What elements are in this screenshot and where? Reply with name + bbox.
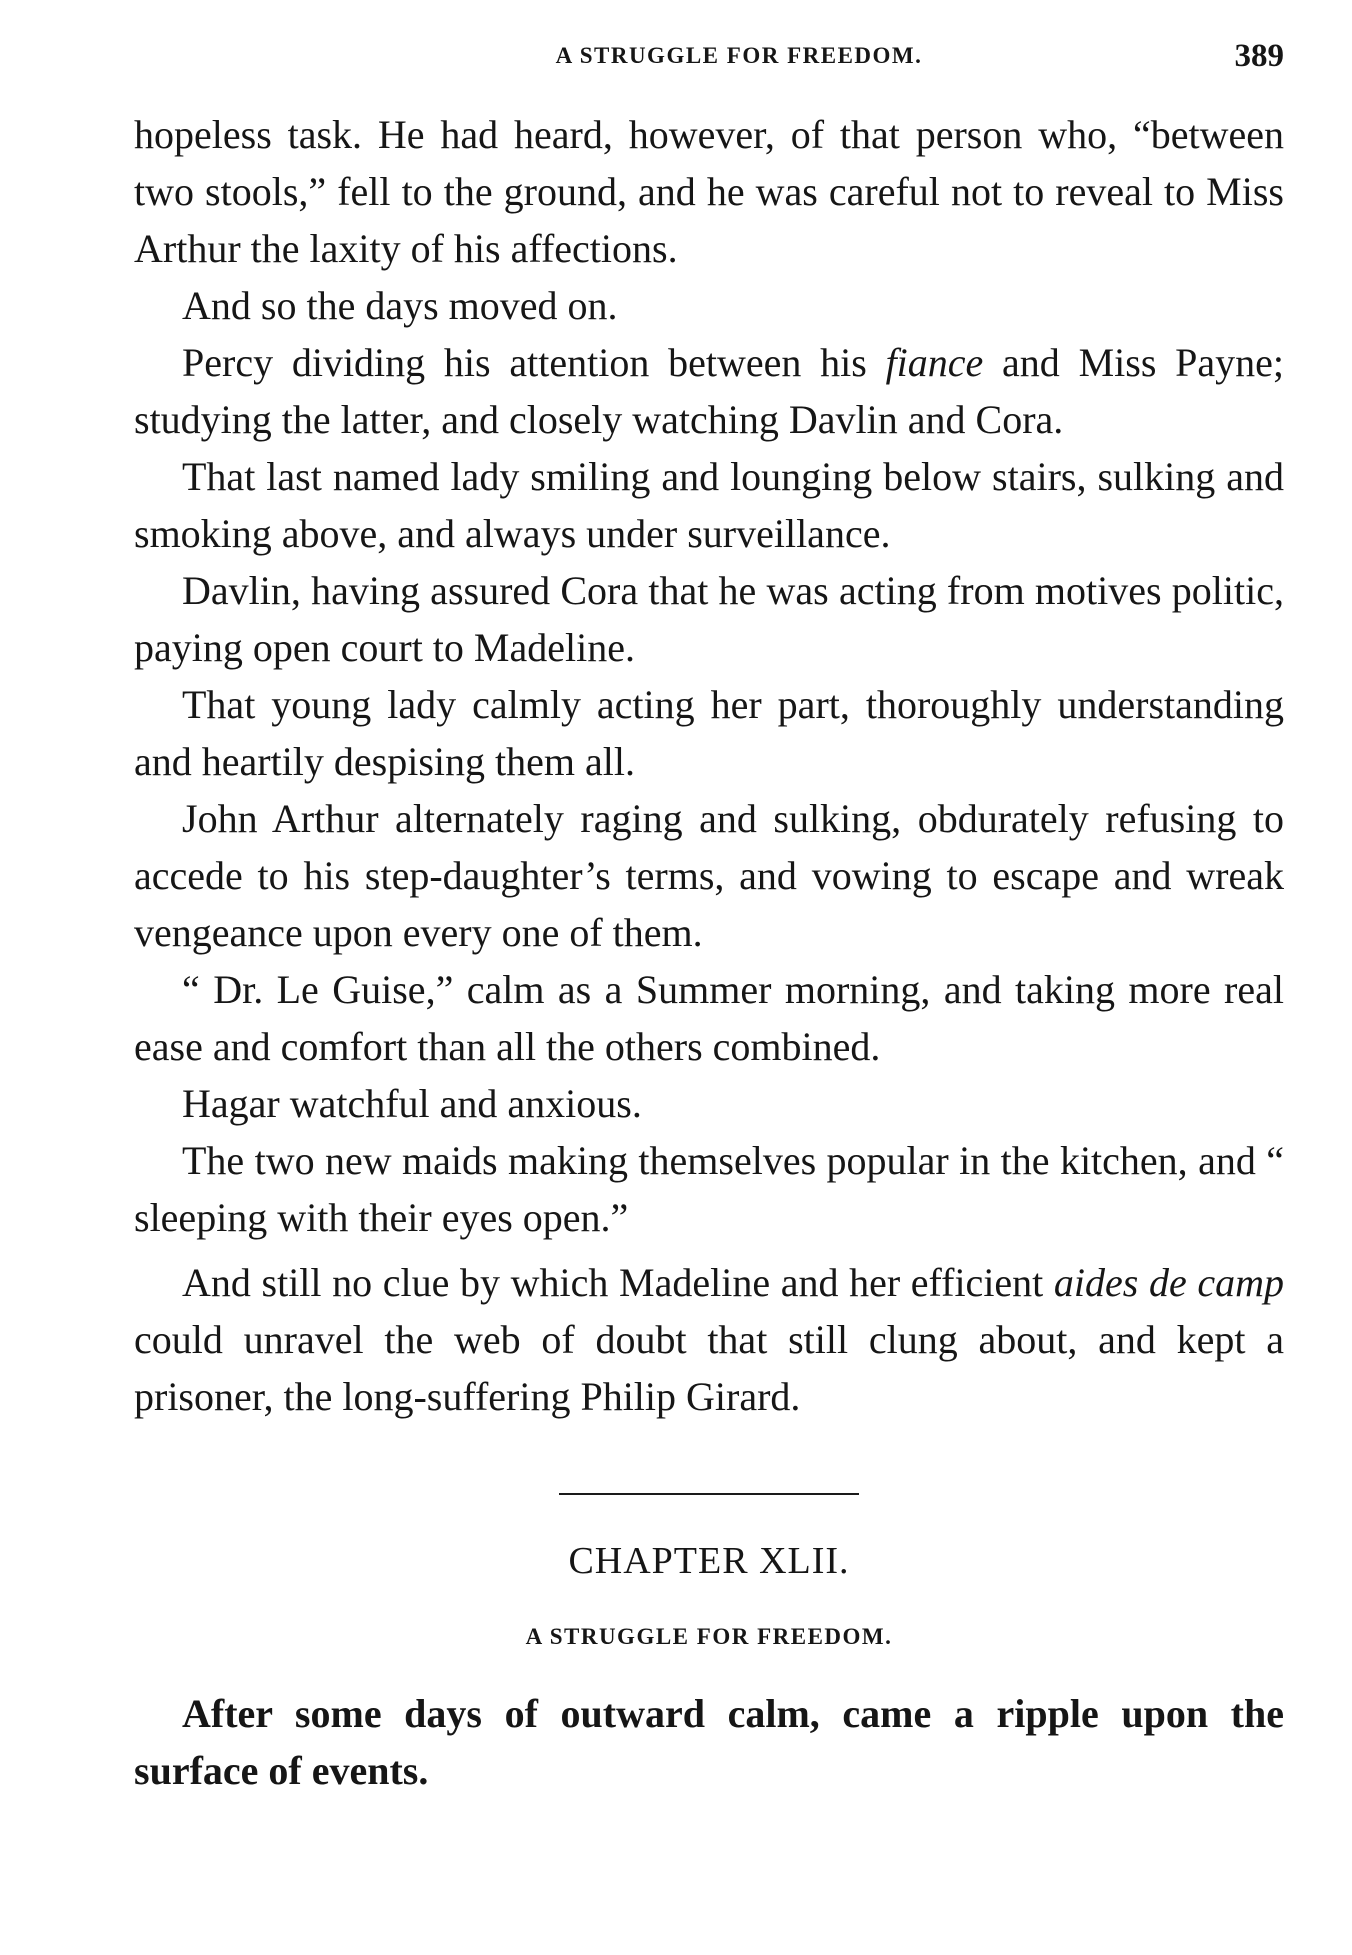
paragraph [134, 562, 1284, 676]
paragraph [134, 448, 1284, 562]
paragraph [134, 1132, 1284, 1246]
text-segment: And so the days moved on. [182, 283, 618, 328]
paragraph [134, 961, 1284, 1075]
paragraph [134, 277, 1284, 334]
text-segment: The two new maids making themselves popular in the kitchen, and “ sleeping with their eyes open.” [134, 1138, 1284, 1240]
text-segment: “ Dr. Le Guise,” calm as a Summer morning, and taking more real ease and comfort than all the others combined. [134, 967, 1284, 1069]
text-segment: and Miss Payne; studying the latter, and closely watching Davlin and Cora. [134, 340, 1285, 442]
italic-text: aides de camp [1053, 1260, 1284, 1305]
paragraph [134, 334, 1284, 448]
text-segment: That young lady calmly acting her part, thoroughly understanding and heartily despising them all. [134, 682, 1284, 784]
text-segment: could unravel the web of doubt that still clung about, and kept a prisoner, the long-suffering Philip Girard. [134, 1317, 1284, 1419]
text-segment: Hagar watchful and anxious. [182, 1081, 642, 1126]
text-segment: Davlin, having assured Cora that he was acting from motives politic, paying open court to Madeline. [134, 568, 1284, 670]
body-text [134, 106, 1284, 1425]
text-segment: hopeless task. He had heard, however, of that person who, “between two stools,” fell to the ground, and he was careful not to reveal to Miss Arthur the laxity of his affections. [134, 112, 1284, 271]
section-divider [559, 1493, 859, 1495]
paragraph [134, 676, 1284, 790]
book-page [134, 30, 1284, 1799]
text-segment: Percy dividing his attention between his [182, 340, 886, 385]
running-title: A STRUGGLE FOR FREEDOM. [555, 43, 923, 68]
paragraph [134, 1254, 1284, 1425]
italic-text: fiance [885, 340, 984, 385]
text-segment: And still no clue by which Madeline and her efficient [182, 1260, 1054, 1305]
text-segment: That last named lady smiling and lounging below stairs, sulking and smoking above, and always under surveillance. [134, 454, 1284, 556]
chapter-title: CHAPTER XLII. [568, 1540, 850, 1582]
text-segment: John Arthur alternately raging and sulking, obdurately refusing to accede to his step-daughter’s terms, and vowing to escape and wreak vengeance upon every one of them. [134, 796, 1284, 955]
running-header [134, 30, 1284, 82]
paragraph [134, 790, 1284, 961]
paragraph [134, 1075, 1284, 1132]
chapter-subtitle: A STRUGGLE FOR FREEDOM. [525, 1624, 893, 1649]
chapter-opening-paragraph: After some days of outward calm, came a ripple upon the surface of events. [134, 1691, 1284, 1793]
page-number: 389 [1234, 38, 1284, 74]
paragraph [134, 106, 1284, 277]
